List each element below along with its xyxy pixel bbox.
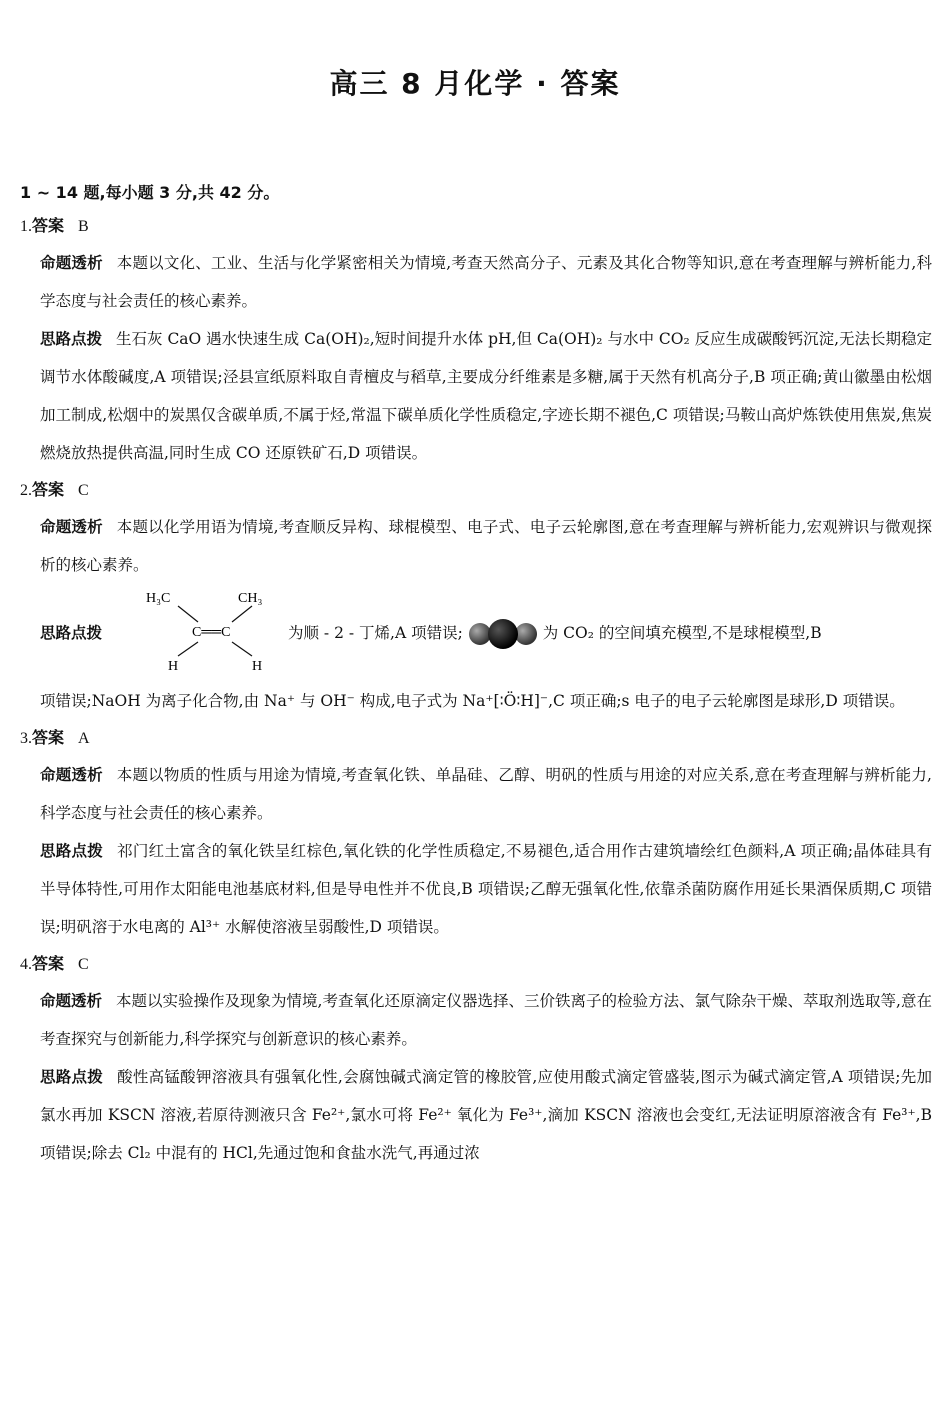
bond-line: [232, 642, 252, 656]
answer-label: 答案: [32, 728, 65, 747]
h-left-label: H: [168, 659, 179, 674]
q4-analysis: [40, 982, 932, 1058]
q3-hint: [40, 832, 932, 946]
hint-label: 思路点拨: [40, 1068, 104, 1086]
q1-hint: [40, 320, 932, 472]
answer-label: 答案: [32, 480, 65, 499]
hint-label: 思路点拨: [40, 842, 104, 860]
hint-text: 酸性高锰酸钾溶液具有强氧化性,会腐蚀碱式滴定管的橡胶管,应使用酸式滴定管盛装,图示为碱式滴定管,A 项错误;先加氯水再加 KSCN 溶液,若原待测液只含 Fe²⁺,氯水可将 Fe²⁺ 氧化为 Fe³⁺,滴加 KSCN 溶液也会变红,无法证明原溶液含有 Fe³⁺,B 项错误;除去 Cl₂ 中混有的 HCl,先通过饱和食盐水洗气,再通过浓: [40, 1068, 932, 1162]
page-bottom-mask: [0, 1336, 950, 1407]
analysis-text: 本题以物质的性质与用途为情境,考查氧化铁、单晶硅、乙醇、明矾的性质与用途的对应关系,意在考查理解与辨析能力,科学态度与社会责任的核心素养。: [40, 766, 932, 822]
intro-text: 1 ~ 14 题,每小题 3 分,共 42 分。: [20, 183, 280, 202]
analysis-label: 命题透析: [40, 254, 103, 272]
question-3-header: [20, 720, 932, 756]
q2-analysis: [40, 508, 932, 584]
bond-line: [178, 642, 198, 656]
q2-hint-structure-line: [40, 584, 932, 676]
bond-line: [178, 606, 198, 622]
analysis-label: 命题透析: [40, 766, 103, 784]
q1-analysis: [40, 244, 932, 320]
hint-c-text: 项错误;NaOH 为离子化合物,由 Na⁺ 与 OH⁻ 构成,电子式为 Na⁺[∶Ö∶H]⁻,C 项正确;s 电子的电子云轮廓图是球形,D 项错误。: [40, 692, 905, 710]
hint-text: 生石灰 CaO 遇水快速生成 Ca(OH)₂,短时间提升水体 pH,但 Ca(OH)₂ 与水中 CO₂ 反应生成碳酸钙沉淀,无法长期稳定调节水体酸碱度,A 项错误;泾县宣纸原料取自青檀皮与稻草,主要成分纤维素是多糖,属于天然有机高分子,B 项正确;黄山徽墨由松烟加工制成,松烟中的炭黑仅含碳单质,不属于烃,常温下碳单质化学性质稳定,字迹长期不褪色,C 项错误;马鞍山高炉炼铁使用焦炭,焦炭燃烧放热提供高温,同时生成 CO 还原铁矿石,D 项错误。: [40, 330, 933, 462]
q3-analysis: [40, 756, 932, 832]
hint-text: 祁门红土富含的氧化铁呈红棕色,氧化铁的化学性质稳定,不易褪色,适合用作古建筑墙绘红色颜料,A 项正确;晶体硅具有半导体特性,可用作太阳能电池基底材料,但是导电性并不优良,B 项错误;乙醇无强氧化性,依靠杀菌防腐作用延长果酒保质期,C 项错误;明矾溶于水电离的 Al³⁺ 水解使溶液呈弱酸性,D 项错误。: [40, 842, 932, 936]
analysis-label: 命题透析: [40, 518, 103, 536]
question-2-header: [20, 472, 932, 508]
double-bond-label: C══C: [192, 625, 231, 640]
question-number: 4.: [20, 956, 32, 973]
hint-label: 思路点拨: [40, 330, 103, 348]
answer-value: A: [78, 730, 90, 747]
answer-content: [20, 178, 932, 1172]
answer-value: C: [78, 956, 89, 973]
hint-a-text: 为顺 - 2 - 丁烯,A 项错误;: [288, 624, 463, 642]
bond-line: [232, 606, 252, 622]
answer-value: C: [78, 482, 89, 499]
ch3-right-label: CH₃: [238, 591, 263, 606]
question-number: 3.: [20, 730, 32, 747]
hint-label: 思路点拨: [40, 624, 103, 642]
answer-label: 答案: [32, 216, 65, 235]
analysis-label: 命题透析: [40, 992, 103, 1010]
h-right-label: H: [252, 659, 263, 674]
answer-label: 答案: [32, 954, 65, 973]
analysis-text: 本题以实验操作及现象为情境,考查氧化还原滴定仪器选择、三价铁离子的检验方法、氯气除杂干燥、萃取剂选取等,意在考查探究与创新能力,科学探究与创新意识的核心素养。: [40, 992, 932, 1048]
co2-space-filling-model-icon: [468, 619, 538, 649]
analysis-text: 本题以文化、工业、生活与化学紧密相关为情境,考查天然高分子、元素及其化合物等知识,意在考查理解与辨析能力,科学态度与社会责任的核心素养。: [40, 254, 932, 310]
q4-hint: [40, 1058, 932, 1172]
answer-value: B: [78, 218, 89, 235]
question-4-header: [20, 946, 932, 982]
page-title: 高三 8 月化学 · 答案: [329, 67, 621, 100]
analysis-text: 本题以化学用语为情境,考查顺反异构、球棍模型、电子式、电子云轮廓图,意在考查理解与辨析能力,宏观辨识与微观探析的核心素养。: [40, 518, 932, 574]
hint-b-text: 为 CO₂ 的空间填充模型,不是球棍模型,B: [542, 624, 822, 642]
cis-2-butene-structure: [140, 584, 280, 674]
hint-text-a: [288, 614, 822, 652]
q2-hint-continued: [40, 682, 932, 720]
question-1-header: [20, 208, 932, 244]
ch3-left-label: H₃C: [146, 591, 171, 606]
question-number: 2.: [20, 482, 32, 499]
question-number: 1.: [20, 218, 32, 235]
